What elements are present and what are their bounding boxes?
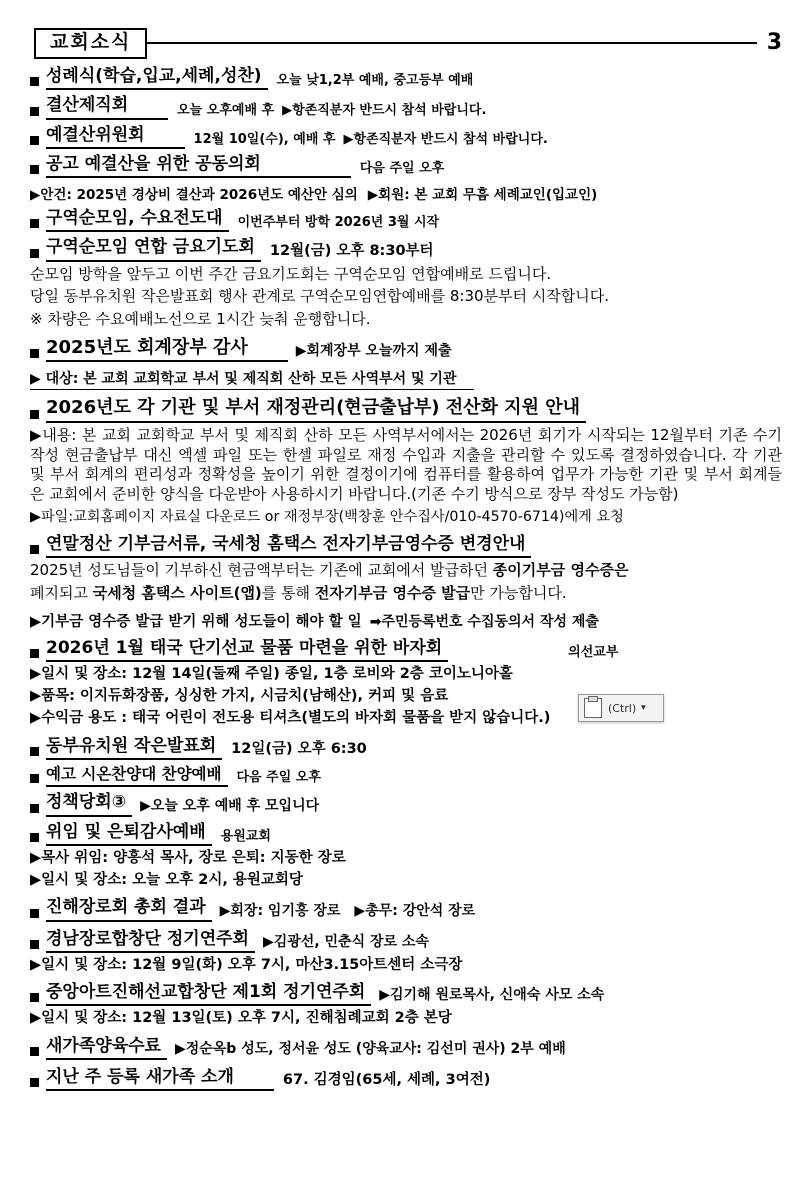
notice-detail-1: ▶안건: 2025년 경상비 결산과 2026년도 예산안 심의	[30, 187, 358, 203]
notice-note: 12일(금) 오후 6:30	[231, 740, 367, 757]
notice-headline: 중앙아트진해선교합창단 제1회 정기연주회	[46, 982, 371, 1006]
notice-item	[30, 534, 782, 558]
notice-item	[30, 1036, 782, 1060]
notice-note-partial: 의선교부	[568, 644, 619, 660]
notice-note: 12월(금) 오후 8:30부터	[269, 242, 434, 259]
notice-item	[30, 792, 782, 816]
square-bullet-icon	[30, 107, 39, 116]
notice-paragraph-line-1	[30, 561, 782, 581]
notice-note: 용원교회	[220, 828, 271, 844]
notice-item	[30, 822, 782, 846]
notice-line: ▶일시 및 장소: 12월 9일(화) 오후 7시, 마산3.15아트센터 소극장	[30, 956, 463, 973]
notice-line: ▶일시 및 장소: 12월 13일(토) 오후 7시, 진해침례교회 2층 본당	[30, 1010, 452, 1027]
notice-arrow-note: ▶오늘 오후 예배 후 모입니다	[140, 797, 320, 814]
notice-arrow-note: ▶회장: 임기홍 장로	[219, 902, 341, 919]
notice-paragraph: ▶파일:교회홈페이지 자료실 다운로드 or 재정부장(백창훈 안수집사/010-4570-6714)에게 요청	[30, 508, 624, 525]
notice-text: 를 통해	[261, 583, 315, 602]
notice-text: 만 가능합니다.	[470, 583, 567, 602]
notice-note: 67. 김경임(65세, 세례, 3여전)	[282, 1072, 491, 1089]
notice-item	[30, 736, 782, 760]
square-bullet-icon	[30, 833, 39, 842]
page-title: 교회소식	[34, 28, 147, 59]
header-divider	[145, 42, 756, 44]
notice-line: ▶수익금 용도 : 태국 어린이 전도용 티셔츠(별도의 바자회 물품을 받지 않습니다.)	[30, 710, 551, 727]
notices-list	[30, 66, 782, 1091]
square-bullet-icon	[30, 747, 39, 756]
notice-headline: 공고 예결산을 위한 공동의회	[46, 154, 351, 178]
notice-note: 오늘 오후예배 후	[177, 102, 275, 118]
notice-note: 오늘 낮1,2부 예배, 중고등부 예배	[276, 73, 474, 89]
square-bullet-icon	[30, 77, 39, 86]
notice-headline: 2025년도 회계장부 감사	[46, 337, 288, 363]
notice-item	[30, 337, 782, 363]
notice-item	[30, 66, 782, 90]
notice-item	[30, 125, 782, 149]
notice-headline: 지난 주 등록 새가족 소개	[46, 1067, 274, 1091]
notice-line: ▶목사 위임: 양흥석 목사, 장로 은퇴: 지동한 장로	[30, 849, 346, 866]
chevron-down-icon[interactable]: ▾	[641, 703, 646, 713]
notice-detail-arrow: ➡주민등록번호 수집동의서 작성 제출	[369, 613, 599, 630]
notice-detail-2: ▶회원: 본 교회 무흠 세례교인(입교인)	[367, 187, 598, 203]
notice-arrow-note: ▶김광선, 민춘식 장로 소속	[262, 933, 429, 950]
notice-details	[30, 180, 782, 203]
paste-options-widget[interactable]	[578, 694, 664, 722]
notice-headline: 결산제직회	[46, 95, 168, 119]
square-bullet-icon	[30, 993, 39, 1002]
notice-note: 이번주부터 방학 2026년 3월 시작	[237, 215, 440, 231]
notice-item	[30, 208, 782, 232]
notice-headline: 성례식(학습,입교,세례,성찬)	[46, 66, 268, 90]
notice-text-bold: 국세청 홈택스 사이트(앱)	[92, 583, 262, 602]
notice-headline: 구역순모임 연합 금요기도회	[46, 237, 261, 261]
notice-headline: 예고 시온찬양대 찬양예배	[46, 765, 228, 787]
notice-detail-underlined: ▶ 대상: 본 교회 교회학교 부서 및 제직회 산하 모든 사역부서 및 기관	[30, 370, 474, 390]
notice-paragraph: 순모임 방학을 앞두고 이번 주간 금요기도회는 구역순모임 연합예배로 드립니다.	[30, 264, 552, 283]
square-bullet-icon	[30, 545, 39, 554]
square-bullet-icon	[30, 909, 39, 918]
notice-item	[30, 765, 782, 787]
notice-item	[30, 237, 782, 261]
notice-headline: 2026년도 각 기관 및 부서 재정관리(현금출납부) 전산화 지원 안내	[46, 397, 586, 423]
notice-headline: 연말정산 기부금서류, 국세청 홈택스 전자기부금영수증 변경안내	[46, 534, 531, 558]
notice-headline: 위임 및 은퇴감사예배	[46, 822, 212, 846]
notice-detail-underlined-wrap	[30, 366, 782, 390]
notice-item	[30, 929, 782, 953]
page-number: 3	[766, 30, 782, 55]
notice-arrow-note: ▶항존직분자 반드시 참석 바랍니다.	[282, 102, 487, 118]
notice-arrow-note: ▶회계장부 오늘까지 제출	[295, 343, 452, 360]
notice-paragraph-line-2	[30, 584, 782, 604]
notice-item	[30, 397, 782, 423]
notice-arrow-note: ▶정순옥b 성도, 정서윤 성도 (양육교사: 김선미 권사) 2부 예배	[174, 1041, 566, 1057]
notice-paragraph: ※ 차량은 수요예배노선으로 1시간 늦춰 운행합니다.	[30, 310, 371, 329]
notice-line: ▶품목: 이지듀화장품, 싱싱한 가지, 시금치(남해산), 커피 및 음료	[30, 688, 449, 705]
notice-text: 폐지되고	[30, 583, 93, 602]
square-bullet-icon	[30, 349, 39, 358]
notice-line: ▶일시 및 장소: 12월 14일(둘째 주일) 종일, 1층 로비와 2층 코이노니아홀	[30, 665, 513, 682]
notice-headline: 예결산위원회	[46, 125, 185, 149]
notice-arrow-note-2: ▶총무: 강안석 장로	[354, 902, 476, 919]
notice-item	[30, 1067, 782, 1091]
notice-item	[30, 982, 782, 1006]
square-bullet-icon	[30, 774, 39, 783]
square-bullet-icon	[30, 165, 39, 174]
notice-headline: 경남장로합창단 정기연주회	[46, 929, 255, 953]
notice-item	[30, 897, 782, 921]
notice-item	[30, 154, 782, 178]
square-bullet-icon	[30, 410, 39, 419]
notice-paragraph: 당일 동부유치원 작은발표회 행사 관계로 구역순모임연합예배를 8:30분부터 시작합니다.	[30, 287, 609, 306]
square-bullet-icon	[30, 804, 39, 813]
notice-line: ▶일시 및 장소: 오늘 오후 2시, 용원교회당	[30, 872, 303, 889]
notice-headline: 구역순모임, 수요전도대	[46, 208, 229, 232]
document-page	[0, 26, 800, 1179]
notice-paragraph: ▶내용: 본 교회 교회학교 부서 및 제직회 산하 모든 사역부서에서는 2026년 회기가 시작되는 12월부터 기존 수기작성 현금출납부 대신 엑셀 파일 또는 한셀 파일로 재정 수입과 지출을 관리할 수 있도록 결정하였습니다. 각 기관 및 부서 회계의 편리성과 정확성을 높이기 위한 결정이기에 컴퓨터를 활용하여 업무가 가능한 기관 및 부서 회계들은 교회에서 준비한 양식을 다운받아 사용하시기 바랍니다.(기존 수기 방식으로 장부 작성도 가능함)	[30, 425, 782, 504]
notice-headline: 새가족양육수료	[46, 1036, 167, 1060]
notice-item	[30, 95, 782, 119]
notice-note: 다음 주일 오후	[236, 770, 321, 786]
notice-text-bold: 전자기부금 영수증 발급	[314, 583, 471, 602]
notice-text: 2025년 성도님들이 기부하신 현금액부터는 기존에 교회에서 발급하던	[30, 560, 493, 579]
notice-note: 다음 주일 오후	[359, 161, 445, 176]
page-header	[34, 26, 782, 60]
notice-note: 12월 10일(수), 예배 후	[193, 131, 336, 147]
paste-ctrl-label: (Ctrl)	[608, 701, 637, 715]
square-bullet-icon	[30, 1078, 39, 1087]
clipboard-icon	[584, 698, 602, 718]
notice-headline: 진해장로회 총회 결과	[46, 897, 212, 921]
notice-arrow-note: ▶항존직분자 반드시 참석 바랍니다.	[343, 131, 548, 147]
notice-details	[30, 607, 782, 631]
notice-headline: 2026년 1월 태국 단기선교 물품 마련을 위한 바자회	[46, 638, 448, 662]
square-bullet-icon	[30, 1047, 39, 1056]
square-bullet-icon	[30, 249, 39, 258]
square-bullet-icon	[30, 136, 39, 145]
notice-headline: 정책당회③	[46, 792, 132, 816]
square-bullet-icon	[30, 219, 39, 228]
notice-item	[30, 638, 782, 662]
notice-arrow-note: ▶김기해 원로목사, 신애숙 사모 소속	[379, 987, 605, 1004]
notice-detail: ▶기부금 영수증 발급 받기 위해 성도들이 해야 할 일	[30, 613, 362, 630]
square-bullet-icon	[30, 649, 39, 658]
notice-text-bold: 종이기부금 영수증은	[492, 560, 629, 579]
square-bullet-icon	[30, 940, 39, 949]
notice-headline: 동부유치원 작은발표회	[46, 736, 222, 760]
